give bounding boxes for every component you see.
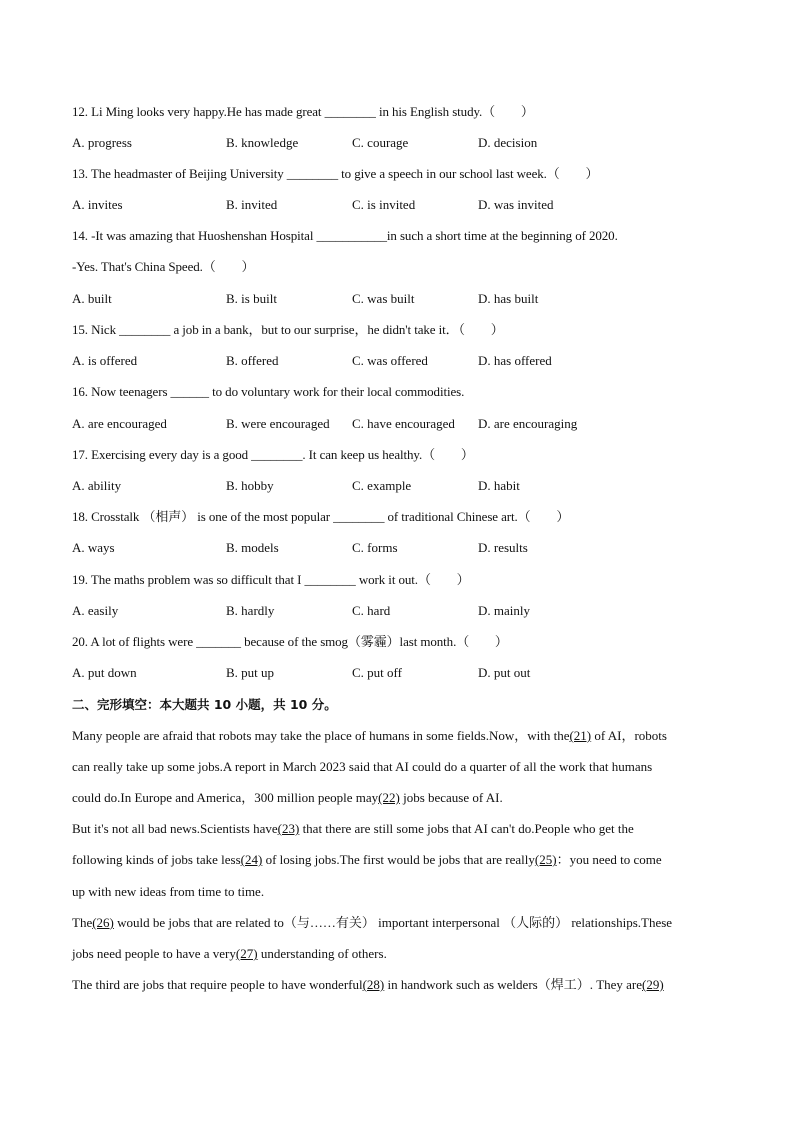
q19-option-d: D. mainly xyxy=(478,603,530,618)
q14-option-d: D. has built xyxy=(478,291,539,306)
q16-option-c: C. have encouraged xyxy=(352,416,455,431)
passage-line-6: up with new ideas from time to time. xyxy=(72,884,265,899)
passage-text: jobs need people to have a very xyxy=(72,946,236,961)
q19-option-a: A. easily xyxy=(72,603,119,618)
blank-25: (25) xyxy=(534,852,557,867)
q20-option-d: D. put out xyxy=(478,665,531,680)
q17-option-b: B. hobby xyxy=(226,478,274,493)
passage-text: could do.In Europe and America，300 million people may xyxy=(72,790,379,805)
question-14-stem: 14. -It was amazing that Huoshenshan Hospital ___________in such a short time at the beginning of 2020. xyxy=(72,228,618,243)
question-12-stem: 12. Li Ming looks very happy.He has made great ________ in his English study.（ ） xyxy=(72,104,534,119)
q16-option-a: A. are encouraged xyxy=(72,416,167,431)
question-15-stem: 15. Nick ________ a job in a bank，but to our surprise，he didn't take it．（ ） xyxy=(72,322,504,337)
q18-option-d: D. results xyxy=(478,540,528,555)
q12-option-a: A. progress xyxy=(72,135,132,150)
q14-option-c: C. was built xyxy=(352,291,415,306)
passage-text: ：you need to come xyxy=(556,852,662,867)
q15-option-d: D. has offered xyxy=(478,353,552,368)
q19-option-b: B. hardly xyxy=(226,603,275,618)
question-14-reply: -Yes. That's China Speed.（ ） xyxy=(72,259,255,274)
section-title-cloze: 二、完形填空：本大题共 10 小题，共 10 分。 xyxy=(72,697,337,712)
passage-text: understanding of others. xyxy=(257,946,387,961)
q20-option-b: B. put up xyxy=(226,665,275,680)
blank-23: (23) xyxy=(277,821,300,836)
q18-option-c: C. forms xyxy=(352,540,398,555)
passage-text: jobs because of AI. xyxy=(399,790,503,805)
q15-option-c: C. was offered xyxy=(352,353,428,368)
q19-option-c: C. hard xyxy=(352,603,391,618)
blank-21: (21) xyxy=(569,728,592,743)
passage-text: of AI，robots xyxy=(591,728,667,743)
passage-line-7 xyxy=(72,915,672,931)
passage-text: Many people are afraid that robots may take the place of humans in some fields.Now，with the xyxy=(72,728,570,743)
passage-text: of losing jobs.The first would be jobs that are really xyxy=(262,852,535,867)
blank-27: (27) xyxy=(235,946,258,961)
q12-option-c: C. courage xyxy=(352,135,409,150)
q12-option-b: B. knowledge xyxy=(226,135,299,150)
passage-line-9 xyxy=(72,977,664,993)
passage-line-1 xyxy=(72,728,667,744)
q15-option-a: A. is offered xyxy=(72,353,138,368)
blank-22: (22) xyxy=(378,790,400,805)
passage-text: The xyxy=(72,915,93,930)
q13-option-b: B. invited xyxy=(226,197,278,212)
q16-option-b: B. were encouraged xyxy=(226,416,330,431)
q14-option-a: A. built xyxy=(72,291,112,306)
passage-text: following kinds of jobs take less xyxy=(72,852,241,867)
question-18-stem: 18. Crosstalk （相声） is one of the most popular ________ of traditional Chinese art.（ ） xyxy=(72,509,570,524)
q17-option-d: D. habit xyxy=(478,478,520,493)
question-13-stem: 13. The headmaster of Beijing University ________ to give a speech in our school last week.（ ） xyxy=(72,166,599,181)
question-20-stem: 20. A lot of flights were _______ because of the smog（雾霾）last month.（ ） xyxy=(72,634,508,649)
passage-line-2: can really take up some jobs.A report in March 2023 said that AI could do a quarter of all the work that humans xyxy=(72,759,653,774)
passage-text: in handwork such as welders（焊工）. They are xyxy=(384,977,643,992)
question-17-stem: 17. Exercising every day is a good ________. It can keep us healthy.（ ） xyxy=(72,447,474,462)
question-16-stem: 16. Now teenagers ______ to do voluntary work for their local commodities. xyxy=(72,384,465,399)
q20-option-c: C. put off xyxy=(352,665,402,680)
blank-29: (29) xyxy=(642,977,664,992)
passage-text: The third are jobs that require people to have wonderful xyxy=(72,977,363,992)
q13-option-c: C. is invited xyxy=(352,197,416,212)
q17-option-a: A. ability xyxy=(72,478,122,493)
q12-option-d: D. decision xyxy=(478,135,538,150)
passage-line-3 xyxy=(72,790,503,806)
passage-text: would be jobs that are related to（与……有关） important interpersonal （人际的） relationships.These xyxy=(113,915,673,930)
question-19-stem: 19. The maths problem was so difficult that I ________ work it out.（ ） xyxy=(72,572,470,587)
blank-24: (24) xyxy=(240,852,263,867)
passage-text: But it's not all bad news.Scientists have xyxy=(72,821,278,836)
q14-option-b: B. is built xyxy=(226,291,277,306)
passage-text: that there are still some jobs that AI can't do.People who get the xyxy=(299,821,634,836)
q16-option-d: D. are encouraging xyxy=(478,416,578,431)
q17-option-c: C. example xyxy=(352,478,412,493)
blank-28: (28) xyxy=(362,977,385,992)
passage-line-8 xyxy=(72,946,387,962)
q13-option-a: A. invites xyxy=(72,197,123,212)
q13-option-d: D. was invited xyxy=(478,197,554,212)
passage-line-4 xyxy=(72,821,634,837)
q18-option-a: A. ways xyxy=(72,540,115,555)
q20-option-a: A. put down xyxy=(72,665,137,680)
blank-26: (26) xyxy=(92,915,114,930)
passage-line-5 xyxy=(72,852,662,868)
q15-option-b: B. offered xyxy=(226,353,279,368)
q18-option-b: B. models xyxy=(226,540,279,555)
